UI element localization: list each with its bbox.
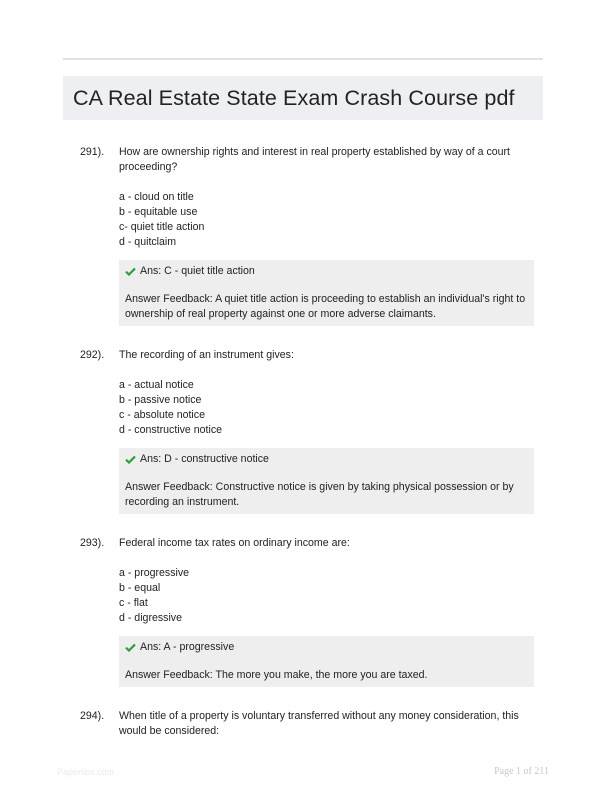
option-c: c - absolute notice — [119, 409, 205, 421]
option-b: b - equal — [119, 582, 161, 594]
question-text: How are ownership rights and interest in real property established by way of a court proceeding? — [119, 146, 510, 173]
check-icon — [125, 267, 136, 276]
option-list — [119, 190, 519, 250]
answer-box — [119, 448, 534, 514]
option-d: d - digressive — [119, 612, 182, 624]
question-number: 292). — [80, 349, 105, 361]
option-a: a - actual notice — [119, 379, 194, 391]
option-list — [119, 378, 519, 438]
option-c: c- quiet title action — [119, 221, 205, 233]
answer-box — [119, 636, 534, 687]
question-number: 294). — [80, 710, 105, 722]
option-a: a - progressive — [119, 567, 190, 579]
top-divider — [63, 58, 543, 60]
question-number: 291). — [80, 146, 105, 158]
option-d: d - quitclaim — [119, 236, 177, 248]
option-list — [119, 566, 519, 626]
option-b: b - equitable use — [119, 206, 198, 218]
answer-box — [119, 260, 534, 326]
page-number: Page 1 of 211 — [494, 766, 549, 777]
answer-text: Ans: D - constructive notice — [140, 453, 269, 465]
check-icon — [125, 643, 136, 652]
question-text: The recording of an instrument gives: — [119, 349, 294, 361]
check-icon — [125, 455, 136, 464]
option-a: a - cloud on title — [119, 191, 194, 203]
option-c: c - flat — [119, 597, 148, 609]
title-banner — [63, 76, 543, 120]
answer-feedback: Answer Feedback: The more you make, the more you are taxed. — [125, 669, 428, 681]
answer-feedback: Answer Feedback: Constructive notice is given by taking physical possession or by recording an instrument. — [125, 481, 514, 508]
question-number: 293). — [80, 537, 105, 549]
answer-text: Ans: A - progressive — [140, 641, 235, 653]
option-b: b - passive notice — [119, 394, 202, 406]
page-title: CA Real Estate State Exam Crash Course pdf — [73, 85, 515, 110]
question-text: Federal income tax rates on ordinary income are: — [119, 537, 350, 549]
question-text: When title of a property is voluntary transferred without any money consideration, this would be considered: — [119, 710, 519, 737]
answer-feedback: Answer Feedback: A quiet title action is proceeding to establish an individual's right to ownership of real property against one or more adverse claimants. — [125, 293, 526, 320]
answer-text: Ans: C - quiet title action — [140, 265, 255, 277]
option-d: d - constructive notice — [119, 424, 223, 436]
footer-watermark: Paperlibs.com — [57, 767, 115, 777]
